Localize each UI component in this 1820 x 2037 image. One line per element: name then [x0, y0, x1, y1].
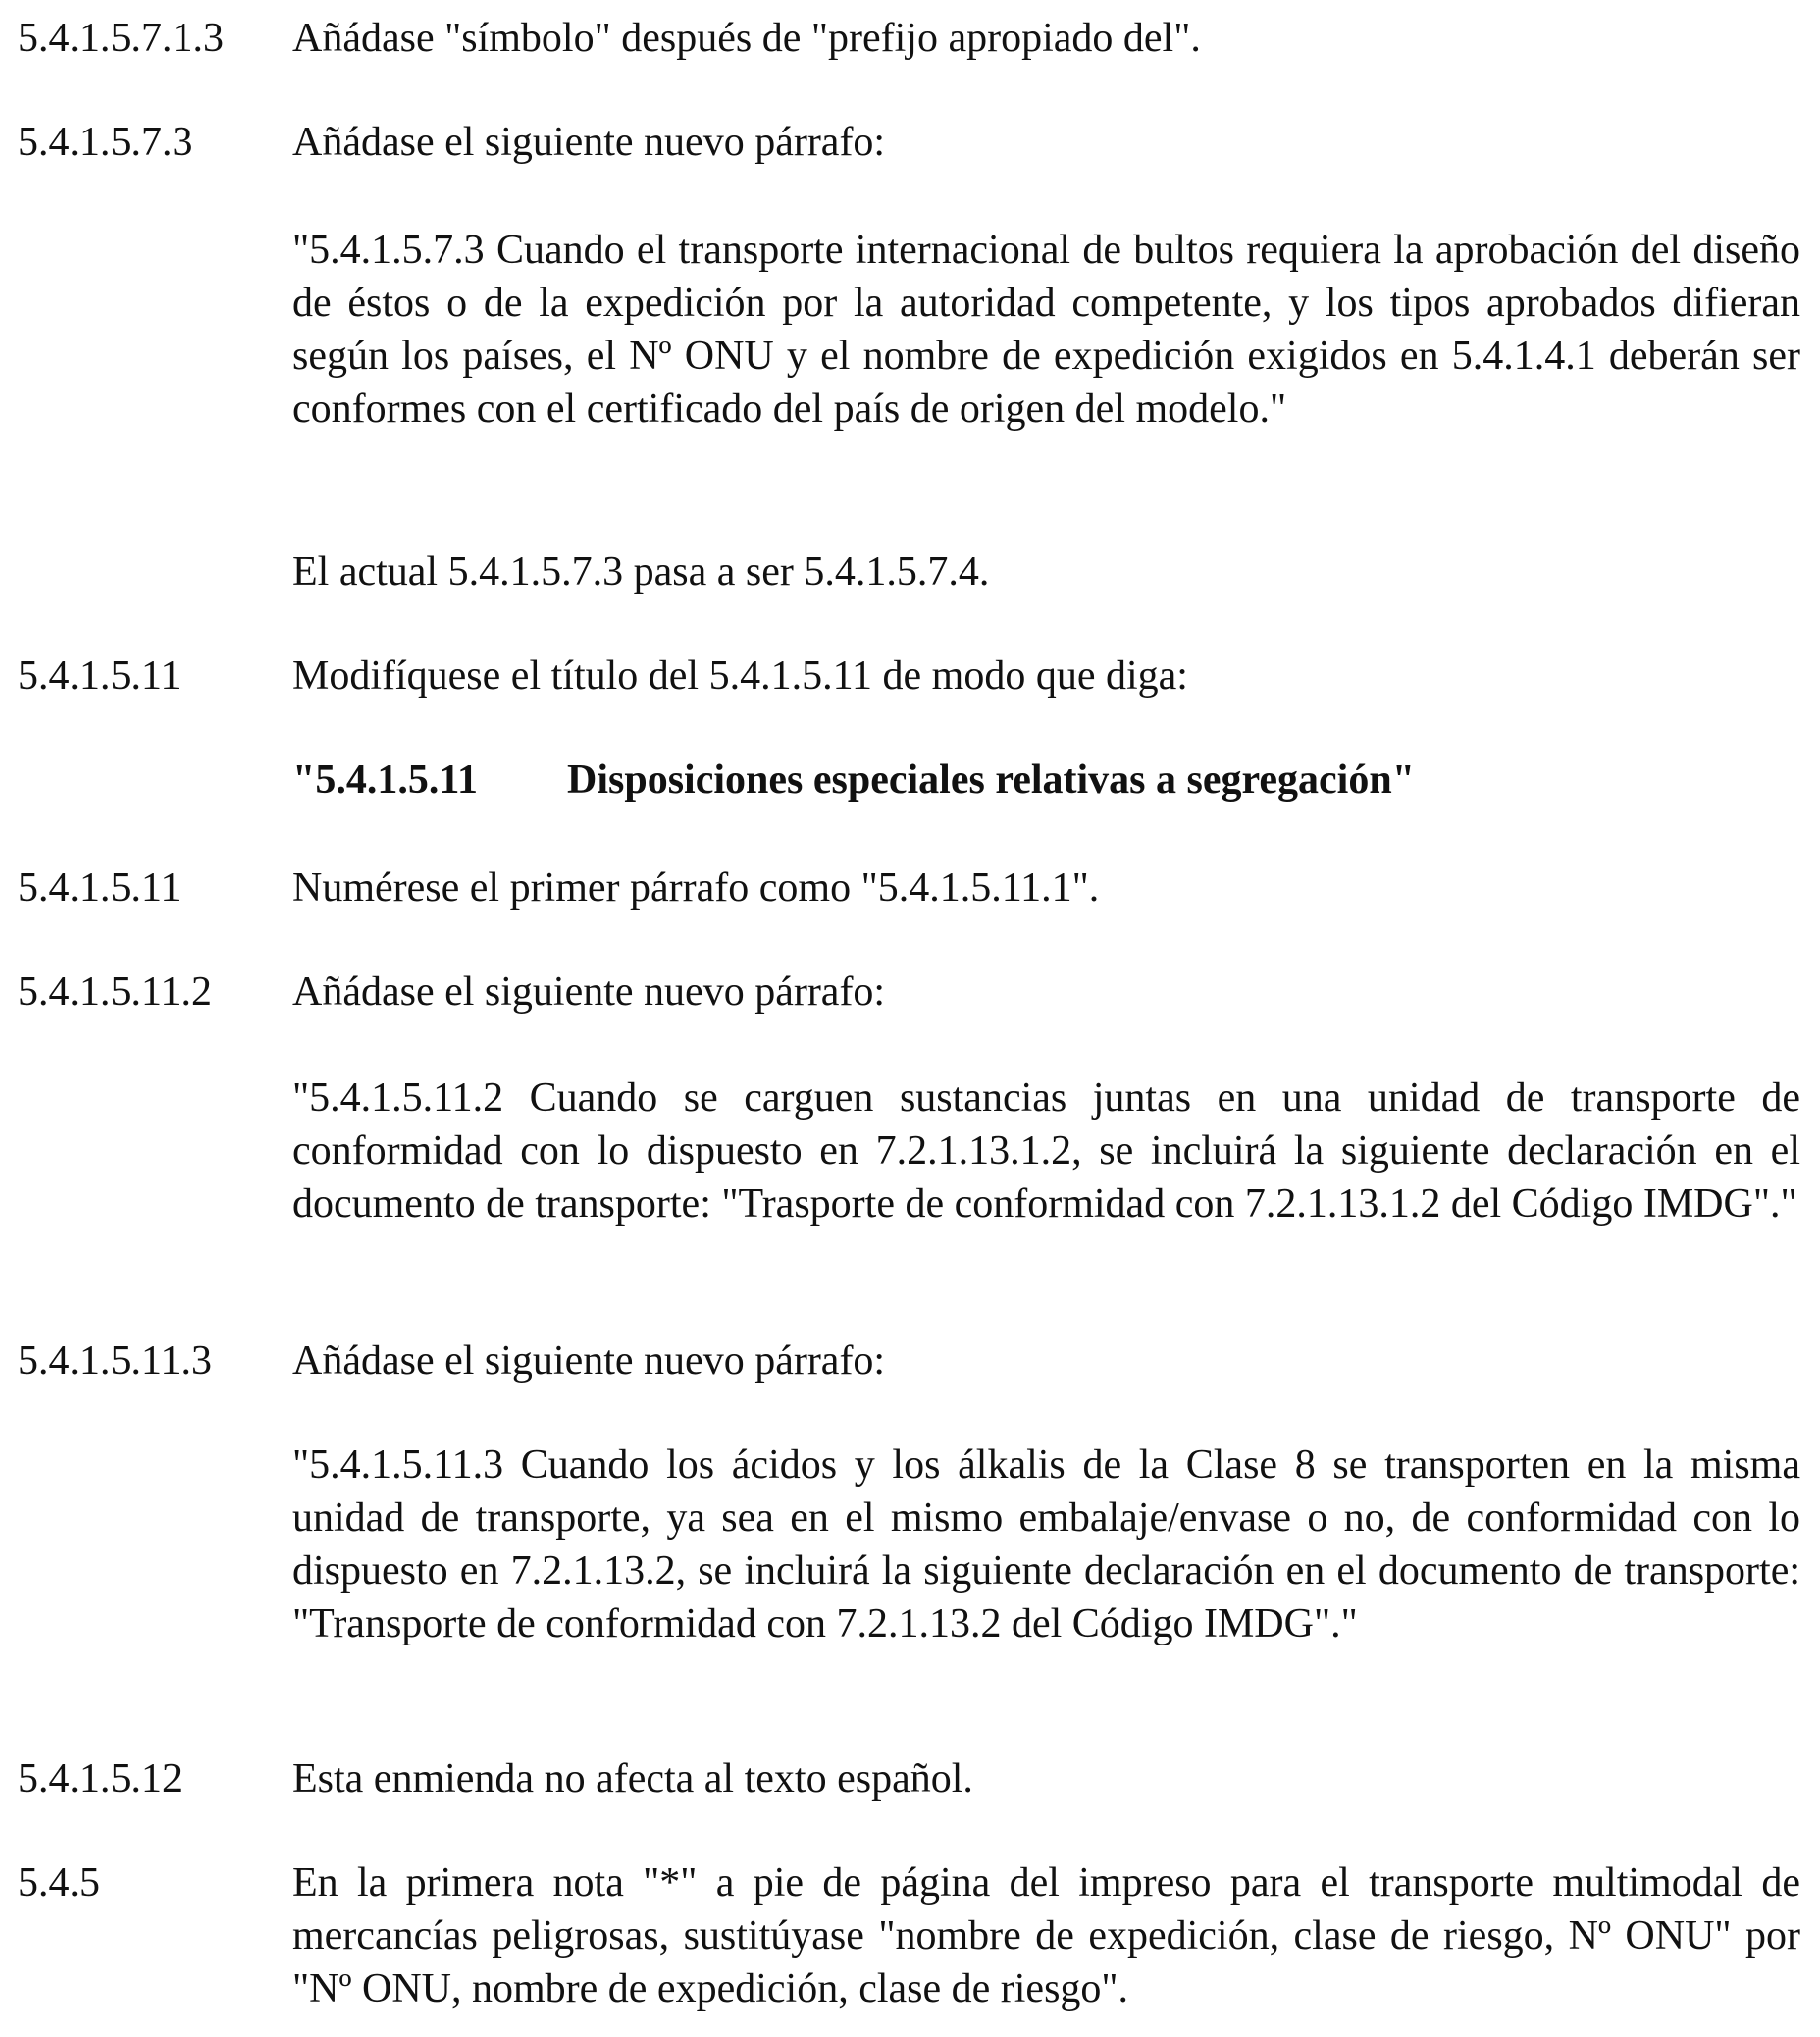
amendment-instruction: En la primera nota "*" a pie de página del impreso para el transporte multimodal de mercancías peligrosas, sustitúyase "nombre de expedición, clase de riesgo, Nº ONU" por "Nº ONU, nombre de expedición, clase de riesgo". — [292, 1860, 1800, 2011]
amendment-instruction: Añádase el siguiente nuevo párrafo: — [292, 1338, 886, 1384]
section-number: 5.4.1.5.11.3 — [18, 1338, 212, 1384]
amendment-instruction: Añádase el siguiente nuevo párrafo: — [292, 969, 886, 1015]
section-number: 5.4.1.5.12 — [18, 1756, 182, 1802]
amendment-instruction: Esta enmienda no afecta al texto español. — [292, 1756, 973, 1802]
new-heading — [292, 754, 1415, 807]
section-number: 5.4.5 — [18, 1860, 100, 1906]
heading-number: "5.4.1.5.11 — [292, 757, 478, 803]
amendment-instruction: Numérese el primer párrafo como "5.4.1.5.11.1". — [292, 865, 1100, 911]
amendment-instruction: Añádase "símbolo" después de "prefijo apropiado del". — [292, 16, 1201, 61]
section-number: 5.4.1.5.11 — [18, 865, 182, 911]
section-number: 5.4.1.5.11.2 — [18, 969, 212, 1015]
heading-text: Disposiciones especiales relativas a segregación" — [567, 757, 1416, 803]
quoted-paragraph: "5.4.1.5.11.3 Cuando los ácidos y los álkalis de la Clase 8 se transporten en la misma unidad de transporte, ya sea en el mismo embalaje/envase o no, de conformidad con lo dispuesto en 7.2.1.13.2, se incluirá la siguiente declaración en el documento de transporte: "Transporte de conformidad con 7.2.1.13.2 del Código IMDG"." — [292, 1442, 1800, 1646]
section-number: 5.4.1.5.11 — [18, 653, 182, 699]
section-number: 5.4.1.5.7.1.3 — [18, 16, 224, 61]
amendment-instruction: Modifíquese el título del 5.4.1.5.11 de modo que diga: — [292, 653, 1188, 699]
amendment-instruction: Añádase el siguiente nuevo párrafo: — [292, 120, 886, 165]
section-number: 5.4.1.5.7.3 — [18, 120, 193, 165]
quoted-paragraph: "5.4.1.5.11.2 Cuando se carguen sustancias juntas en una unidad de transporte de conformidad con lo dispuesto en 7.2.1.13.1.2, se incluirá la siguiente declaración en el documento de transporte: "Trasporte de conformidad con 7.2.1.13.1.2 del Código IMDG"." — [292, 1075, 1800, 1227]
renumber-note: El actual 5.4.1.5.7.3 pasa a ser 5.4.1.5.7.4. — [292, 549, 990, 595]
quoted-paragraph: "5.4.1.5.7.3 Cuando el transporte internacional de bultos requiera la aprobación del diseño de éstos o de la expedición por la autoridad competente, y los tipos aprobados difieran según los países, el Nº ONU y el nombre de expedición exigidos en 5.4.1.4.1 deberán ser conformes con el certificado del país de origen del modelo." — [292, 228, 1800, 432]
